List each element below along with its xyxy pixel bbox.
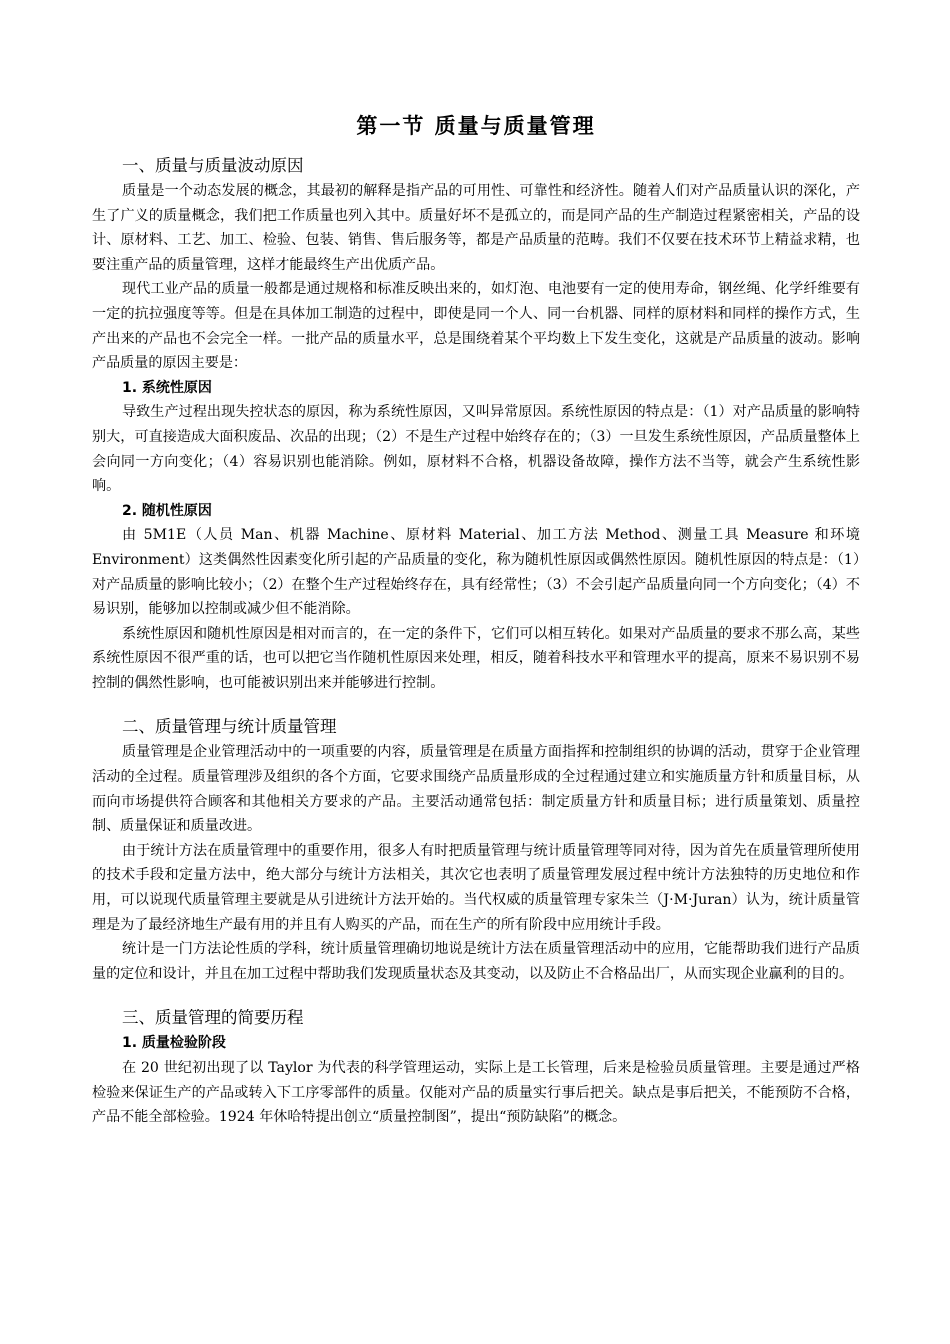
paragraph: 在 20 世纪初出现了以 Taylor 为代表的科学管理运动，实际上是工长管理，后来是检验员质量管理。主要是通过严格检验来保证生产的产品或转入下工序零部件的质量。仅能对产品的质量实行事后把关。缺点是事后把关，不能预防不合格，产品不能全部检验。1924 年休哈特提出创立“质量控制图”，提出“预防缺陷”的概念。 [92,1060,860,1126]
spacer [92,986,860,1006]
sub-heading-random-causes: 2. 随机性原因 [122,502,212,519]
document-body [92,112,860,1130]
section-heading-2: 二、质量管理与统计质量管理 [122,717,337,737]
section-heading-1: 一、质量与质量波动原因 [122,156,304,175]
section-heading-3: 三、质量管理的简要历程 [122,1008,304,1028]
paragraph: 导致生产过程出现失控状态的原因，称为系统性原因，又叫异常原因。系统性原因的特点是：（1）对产品质量的影响特别大，可直接造成大面积废品、次品的出现；（2）不是生产过程中始终存在的；（3）一旦发生系统性原因，产品质量整体上会向同一方向变化；（4）容易识别也能消除。例如，原材料不合格，机器设备故障，操作方法不当等，就会产生系统性影响。 [92,404,860,495]
paragraph: 质量管理是企业管理活动中的一项重要的内容，质量管理是在质量方面指挥和控制组织的协调的活动，贯穿于企业管理活动的全过程。质量管理涉及组织的各个方面，它要求围绕产品质量形成的全过程通过建立和实施质量方针和质量目标，从而向市场提供符合顾客和其他相关方要求的产品。主要活动通常包括：制定质量方针和质量目标；进行质量策划、质量控制、质量保证和质量改进。 [92,744,860,835]
paragraph: 统计是一门方法论性质的学科，统计质量管理确切地说是统计方法在质量管理活动中的应用，它能帮助我们进行产品质量的定位和设计，并且在加工过程中帮助我们发现质量状态及其变动，以及防止不合格品出厂，从而实现企业赢利的目的。 [92,941,860,982]
paragraph: 质量是一个动态发展的概念，其最初的解释是指产品的可用性、可靠性和经济性。随着人们对产品质量认识的深化，产生了广义的质量概念，我们把工作质量也列入其中。质量好坏不是孤立的，而是同产品的生产制造过程紧密相关，产品的设计、原材料、工艺、加工、检验、包装、销售、售后服务等，都是产品质量的范畴。我们不仅要在技术环节上精益求精，也要注重产品的质量管理，这样才能最终生产出优质产品。 [92,183,860,273]
paragraph: 系统性原因和随机性原因是相对而言的，在一定的条件下，它们可以相互转化。如果对产品质量的要求不那么高，某些系统性原因不很严重的话，也可以把它当作随机性原因来处理，相反，随着科技水平和管理水平的提高，原来不易识别不易控制的偶然性影响，也可能被识别出来并能够进行控制。 [92,625,860,691]
paragraph: 由于统计方法在质量管理中的重要作用，很多人有时把质量管理与统计质量管理等同对待，因为首先在质量管理所使用的技术手段和定量方法中，绝大部分与统计方法相关，其次它也表明了质量管理发展过程中统计方法独特的历史地位和作用，可以说现代质量管理主要就是从引进统计方法开始的。当代权威的质量管理专家朱兰（J·M·Juran）认为，统计质量管理是为了最经济地生产最有用的并且有人购买的产品，而在生产的所有阶段中应用统计手段。 [92,842,860,933]
sub-heading-systematic-causes: 1. 系统性原因 [122,379,212,396]
spacer [92,695,860,715]
sub-heading-inspection-stage: 1. 质量检验阶段 [122,1035,226,1052]
page-title: 第一节 质量与质量管理 [356,113,596,138]
paragraph: 由 5M1E（人员 Man、机器 Machine、原材料 Material、加工方法 Method、测量工具 Measure 和环境 Environment）这类偶然性因素变化所引起的产品质量的变化，称为随机性原因或偶然性原因。随机性原因的特点是：（1）对产品质量的影响比较小；（2）在整个生产过程始终存在，具有经常性；（3）不会引起产品质量向同一个方向变化；（4）不易识别，能够加以控制或减少但不能消除。 [92,527,860,618]
paragraph: 现代工业产品的质量一般都是通过规格和标准反映出来的，如灯泡、电池要有一定的使用寿命，钢丝绳、化学纤维要有一定的抗拉强度等等。但是在具体加工制造的过程中，即使是同一个人、同一台机器、同样的原材料和同样的操作方式，生产出来的产品也不会完全一样。一批产品的质量水平，总是围绕着某个平均数上下发生变化，这就是产品质量的波动。影响产品质量的原因主要是： [92,281,860,372]
